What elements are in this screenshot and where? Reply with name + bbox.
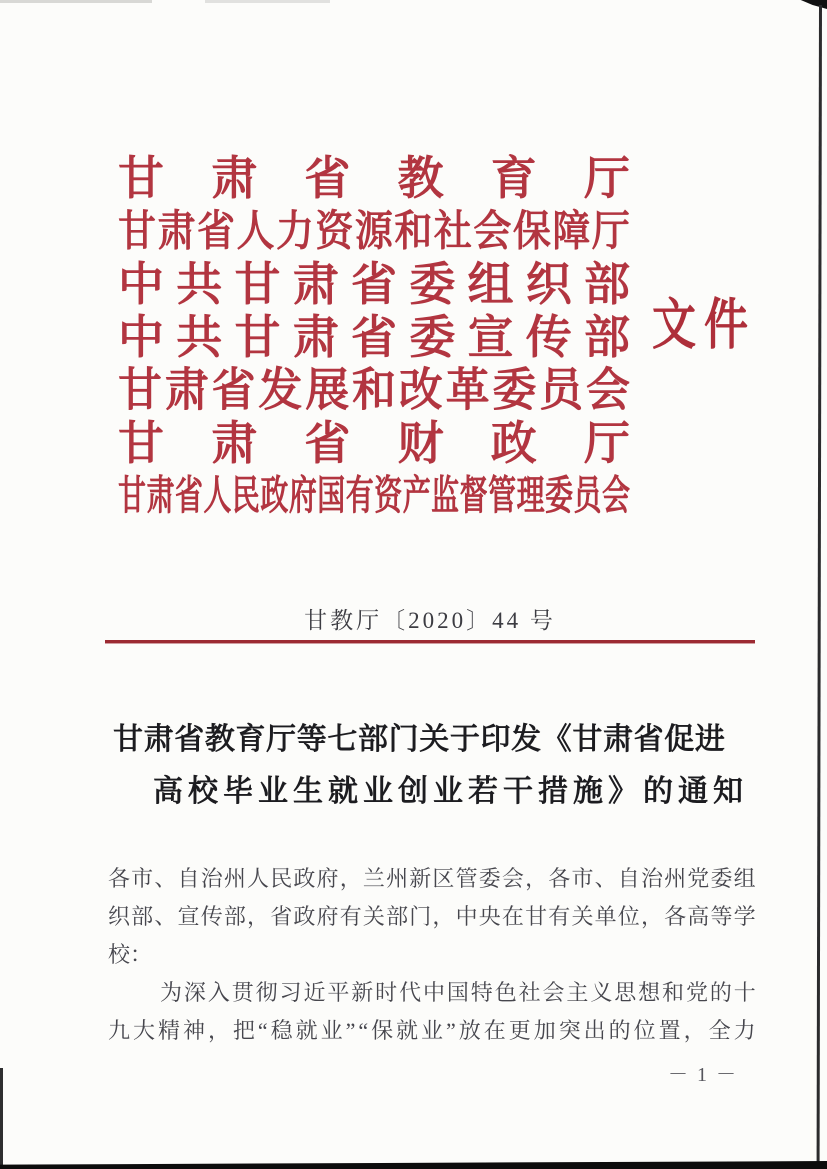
letterhead-line-finance-dept: 甘 肃 省 财 政 厅 — [118, 417, 630, 469]
document-number: 甘教厅〔2020〕44 号 — [304, 608, 556, 633]
document-body — [108, 860, 756, 1050]
salutation-line-3: 校： — [108, 942, 153, 967]
letterhead — [118, 152, 630, 523]
document-title-line-2: 高 校 毕 业 生 就 业 创 业 若 干 措 施 》 的 通 知 — [153, 775, 743, 808]
red-divider-line — [105, 640, 755, 643]
scan-edge-right — [817, 5, 822, 1162]
document-label: 文 件 — [652, 294, 748, 356]
letterhead-line-education-dept: 甘 肃 省 教 育 厅 — [118, 152, 630, 204]
paragraph-line-1: 为 深 入 贯 彻 习 近 平 新 时 代 中 国 特 色 社 会 主 义 思 想 和 党 的 十 — [160, 980, 756, 1005]
letterhead-line-hr-social-security-dept: 甘 肃 省 人 力 资 源 和 社 会 保 障 厅 — [118, 207, 630, 256]
paragraph-line-2: 九 大 精 神 ， 把 “ 稳 就 业 ” “ 保 就 业 ” 放 在 更 加 突 出 的 位 置 ， 全 力 — [108, 1018, 756, 1043]
scan-smudge-top-left — [0, 0, 152, 3]
letterhead-line-sasac: 甘 肃 省 人 民 政 府 国 有 资 产 监 督 管 理 委 员 会 — [118, 473, 630, 519]
scan-mark-top-right — [795, 0, 827, 9]
scan-edge-bottom — [0, 1161, 827, 1169]
letterhead-line-organization-dept: 中 共 甘 肃 省 委 组 织 部 — [118, 258, 630, 310]
salutation-line-2: 织 部 、 宣 传 部 ， 省 政 府 有 关 部 门 ， 中 央 在 甘 有 关 单 位 ， 各 高 等 学 — [108, 904, 756, 929]
document-title-line-1: 甘 肃 省 教 育 厅 等 七 部 门 关 于 印 发 《 甘 肃 省 促 进 — [113, 723, 725, 756]
letterhead-line-publicity-dept: 中 共 甘 肃 省 委 宣 传 部 — [118, 311, 630, 363]
scan-smudge-top-middle — [205, 0, 330, 3]
letterhead-line-development-reform-commission: 甘 肃 省 发 展 和 改 革 委 员 会 — [118, 364, 630, 416]
page-number: － 1 － — [668, 1064, 738, 1086]
scan-edge-bottom-left — [0, 1068, 3, 1169]
salutation-line-1: 各 市 、 自 治 州 人 民 政 府 ， 兰 州 新 区 管 委 会 ， 各 市 、 自 治 州 党 委 组 — [108, 866, 756, 891]
